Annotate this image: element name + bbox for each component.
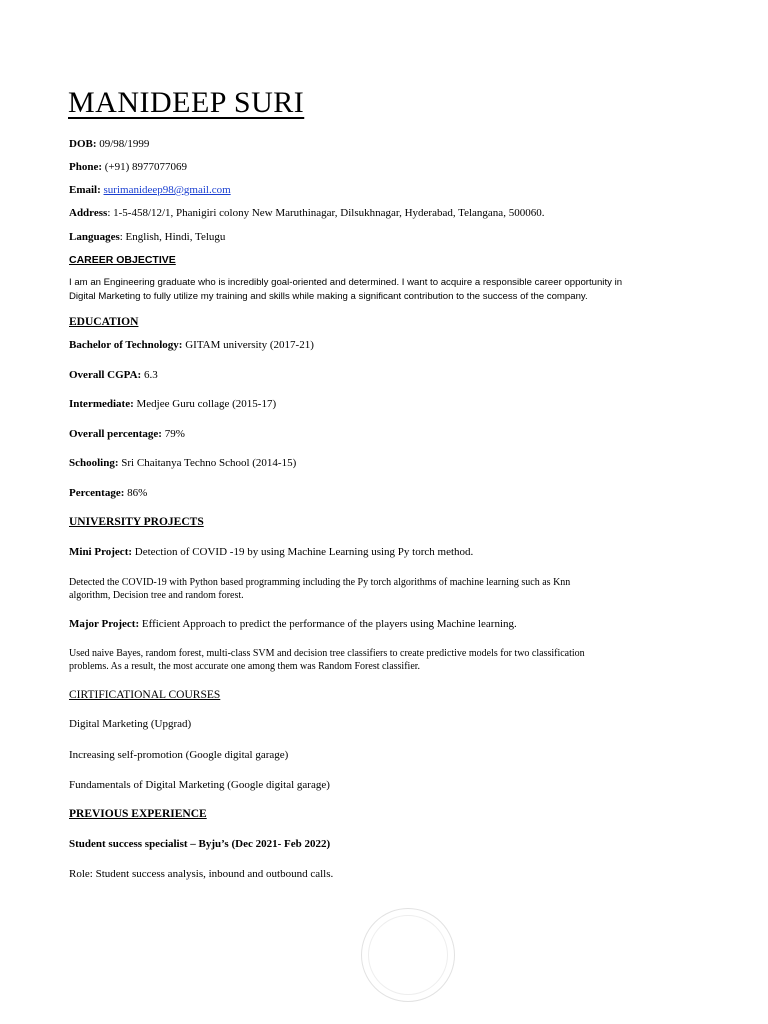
watermark-seal bbox=[361, 908, 455, 1002]
education-value: 6.3 bbox=[141, 369, 158, 381]
languages-value: : English, Hindi, Telugu bbox=[119, 231, 226, 243]
education-label: Percentage: bbox=[69, 487, 125, 499]
career-objective-text bbox=[69, 276, 709, 304]
education-label: Intermediate: bbox=[69, 398, 134, 410]
major-project-label: Major Project: bbox=[69, 618, 140, 630]
mini-project-line bbox=[69, 545, 473, 559]
experience-title: Student success specialist – Byju’s (Dec 2021- Feb 2022) bbox=[69, 838, 331, 850]
email-label: Email: bbox=[69, 184, 101, 196]
university-projects-heading: UNIVERSITY PROJECTS bbox=[69, 516, 204, 528]
education-heading: EDUCATION bbox=[69, 316, 139, 328]
languages-line bbox=[69, 230, 225, 244]
major-project-desc-line-2: problems. As a result, the most accurate one among them was Random Forest classifier. bbox=[69, 661, 421, 672]
mini-project-desc-line-1: Detected the COVID-19 with Python based programming including the Py torch algorithms of machine learning such as Knn bbox=[69, 577, 571, 588]
certification-courses-heading: CIRTIFICATIONAL COURSES bbox=[69, 689, 221, 701]
major-project-description bbox=[69, 647, 699, 673]
education-value: 86% bbox=[124, 487, 148, 499]
phone-value: (+91) 8977077069 bbox=[102, 161, 188, 173]
watermark-inner-ring bbox=[368, 915, 448, 995]
experience-role: Role: Student success analysis, inbound and outbound calls. bbox=[69, 868, 334, 880]
education-value: Sri Chaitanya Techno School (2014-15) bbox=[118, 457, 297, 469]
major-project-desc-line-1: Used naive Bayes, random forest, multi-class SVM and decision tree classifiers to create predictive models for two classification bbox=[69, 648, 585, 659]
education-item bbox=[69, 427, 185, 441]
education-label: Overall CGPA: bbox=[69, 369, 142, 381]
education-label: Schooling: bbox=[69, 457, 119, 469]
education-value: 79% bbox=[161, 428, 185, 440]
address-label: Address bbox=[69, 207, 108, 219]
career-objective-heading: CAREER OBJECTIVE bbox=[69, 254, 176, 266]
education-label: Bachelor of Technology: bbox=[69, 339, 183, 351]
course-item: Fundamentals of Digital Marketing (Google digital garage) bbox=[69, 779, 330, 791]
languages-label: Languages bbox=[69, 231, 120, 243]
career-objective-line-2: Digital Marketing to fully utilize my training and skills while making a significant contribution to the success of the company. bbox=[69, 291, 588, 302]
address-value: : 1-5-458/12/1, Phanigiri colony New Maruthinagar, Dilsukhnagar, Hyderabad, Telangana, 500060. bbox=[107, 207, 545, 219]
education-value: GITAM university (2017-21) bbox=[182, 339, 314, 351]
mini-project-value: Detection of COVID -19 by using Machine Learning using Py torch method. bbox=[132, 546, 474, 558]
address-line bbox=[69, 206, 544, 220]
education-item bbox=[69, 486, 147, 500]
dob-value: 09/98/1999 bbox=[96, 138, 150, 150]
dob-line bbox=[69, 137, 149, 151]
education-item bbox=[69, 456, 296, 470]
course-item: Digital Marketing (Upgrad) bbox=[69, 718, 192, 730]
email-link[interactable]: surimanideep98@gmail.com bbox=[103, 184, 231, 196]
phone-label: Phone: bbox=[69, 161, 102, 173]
education-item bbox=[69, 397, 276, 411]
mini-project-desc-line-2: algorithm, Decision tree and random forest. bbox=[69, 590, 244, 601]
candidate-name: MANIDEEP SURI bbox=[68, 86, 305, 119]
mini-project-label: Mini Project: bbox=[69, 546, 133, 558]
previous-experience-heading: PREVIOUS EXPERIENCE bbox=[69, 808, 207, 820]
education-value: Medjee Guru collage (2015-17) bbox=[133, 398, 277, 410]
education-item bbox=[69, 368, 158, 382]
course-item: Increasing self-promotion (Google digital garage) bbox=[69, 749, 289, 761]
major-project-line bbox=[69, 617, 517, 631]
phone-line bbox=[69, 160, 187, 174]
major-project-value: Efficient Approach to predict the performance of the players using Machine learning. bbox=[139, 618, 517, 630]
education-label: Overall percentage: bbox=[69, 428, 162, 440]
email-line bbox=[69, 183, 231, 197]
education-item bbox=[69, 338, 314, 352]
career-objective-line-1: I am an Engineering graduate who is incredibly goal-oriented and determined. I want to acquire a responsible career opportunity in bbox=[69, 277, 623, 288]
mini-project-description bbox=[69, 576, 699, 602]
dob-label: DOB: bbox=[69, 138, 97, 150]
